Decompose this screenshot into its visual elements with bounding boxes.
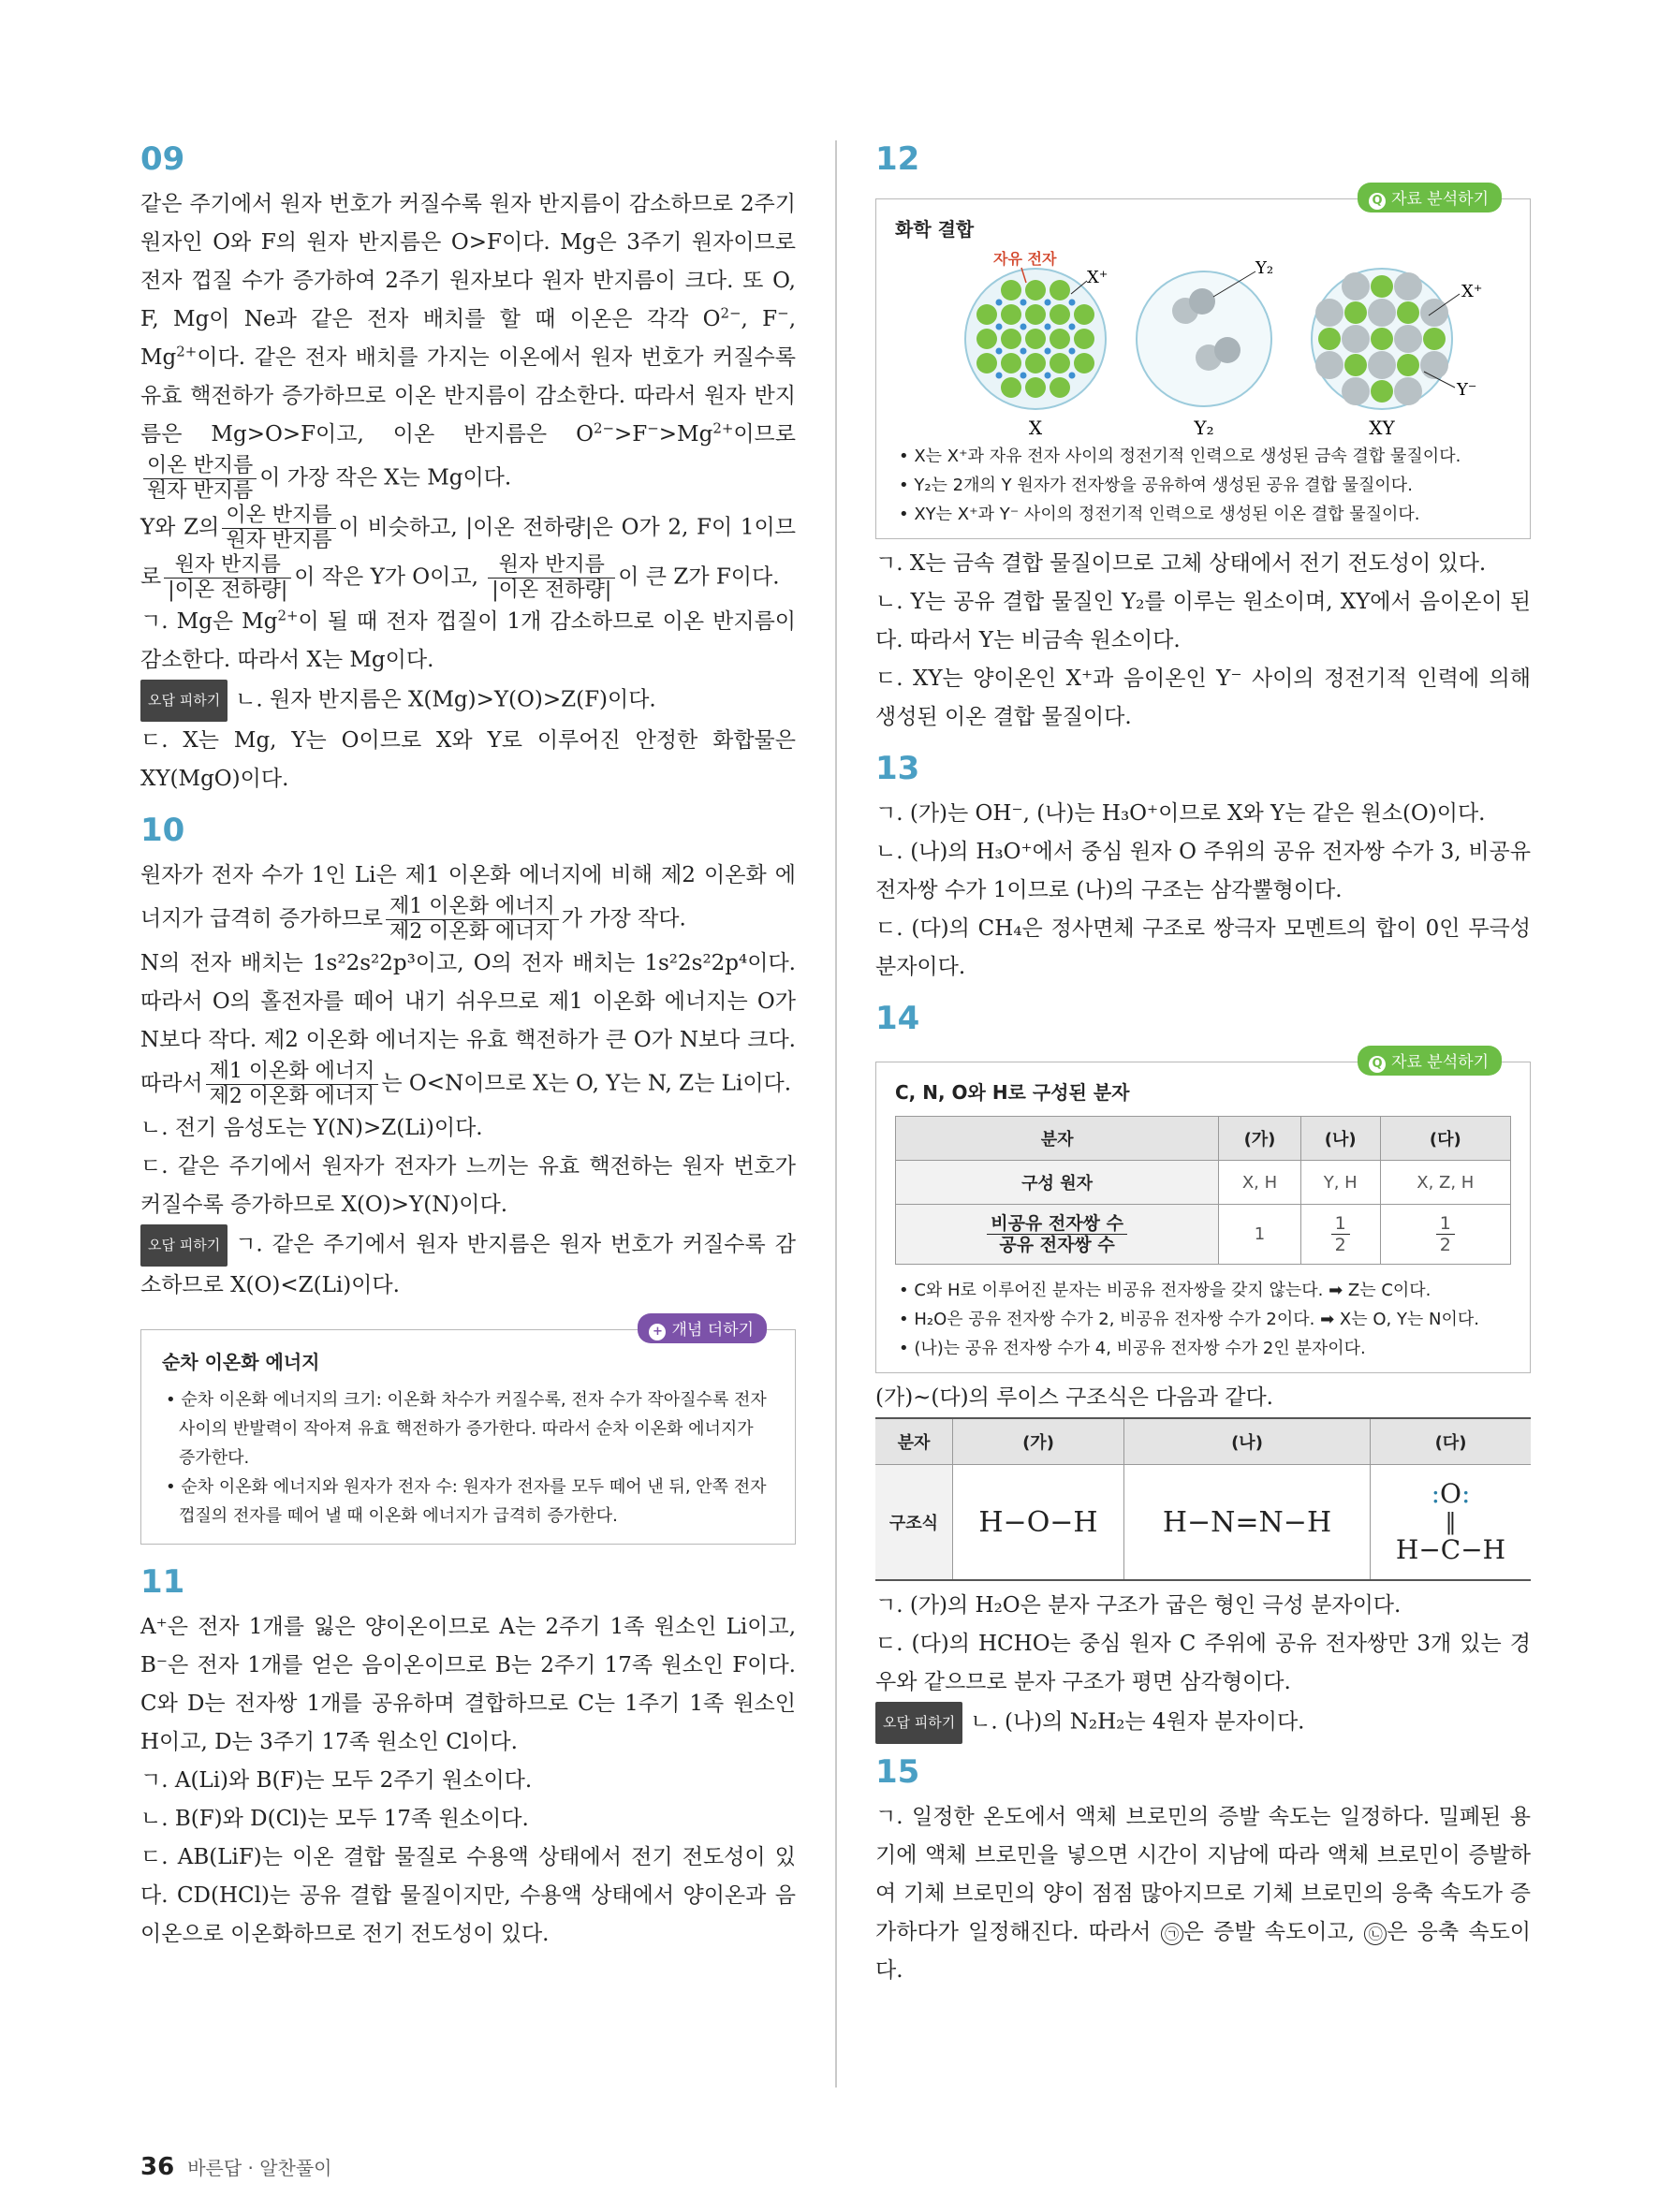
electron — [1069, 348, 1076, 355]
q10-item-a: 오답 피하기 ㄱ. 같은 주기에서 원자 반지름은 원자 번호가 커질수록 감소하므로 X(O)<Z(Li)이다. — [140, 1224, 796, 1305]
electron — [1045, 348, 1051, 355]
q14-item-c: ㄷ. (다)의 HCHO는 중심 원자 C 주위에 공유 전자쌍만 3개 있는 경우와 같으므로 분자 구조가 평면 삼각형이다. — [875, 1632, 1531, 1694]
cation — [1397, 354, 1419, 376]
analysis-bullet: • C와 H로 이루어진 분자는 비공유 전자쌍을 갖지 않는다. ➡ Z는 C이다. — [899, 1281, 1431, 1300]
q09-paragraph: 같은 주기에서 원자 번호가 커질수록 원자 반지름이 감소하므로 2주기 원자인 O와 F의 원자 반지름은 O>F이다. Mg은 3주기 원자이므로 전자 껍질 수가 증가하여 2주기 원자보다 원자 반지름이 크다. 또 O, F, Mg이 Ne과 같은 전자 배치를 할 때 이온은 각각 $O^{2-}$, F−, $Mg^{2+}$이다. 같은 전자 배치를 가지는 이온에서 원자 번호가 커질수록 유효 핵전하가 증가하므로 이온 반지름이 감소한다. 따라서 원자 반지름은 Mg>O>F이고, 이온 반지름은 $O^{2-}>F^->Mg^{2+}$이므로 $\frac{\text{이온 반지름}}{\text{원자 반지름}}$ 이 가장 작은 X는 Mg이다. — [140, 192, 796, 503]
concept-badge: + 개념 더하기 — [638, 1313, 767, 1343]
q14-intro: (가)~(다)의 루이스 구조식은 다음과 같다. — [875, 1385, 1273, 1410]
q09-item-c: ㄷ. X는 Mg, Y는 O이므로 X와 Y로 이루어진 안정한 화합물은 XY(MgO)이다. — [140, 728, 796, 791]
q11-paragraph: A⁺은 전자 1개를 잃은 양이온이므로 A는 2주기 1족 원소인 Li이고, B⁻은 전자 1개를 얻은 음이온이므로 B는 2주기 17족 원소인 F이다. C와 D는 전자쌍 1개를 공유하며 결합하므로 C는 1주기 1족 원소인 H이고, D는 3주기 17족 원소인 Cl이다. — [140, 1615, 796, 1754]
concept-box — [140, 1321, 796, 1545]
table-header: (가) — [953, 1418, 1124, 1465]
lewis-hch: H−C−H — [1395, 1534, 1506, 1565]
q11-item-c: ㄷ. AB(LiF)는 이온 결합 물질로 수용액 상태에서 전기 전도성이 있다. CD(HCl)는 공유 결합 물질이지만, 수용액 상태에서 양이온과 음이온으로 이온화하므로 전기 전도성이 있다. — [140, 1845, 796, 1946]
circled-label: ㉠ — [1161, 1923, 1183, 1945]
electron — [1069, 300, 1076, 306]
metal-ion — [1050, 353, 1070, 374]
left-column — [140, 131, 796, 1954]
anion — [1394, 377, 1422, 405]
cation — [1397, 301, 1419, 324]
q15-paragraph: ㄱ. 일정한 온도에서 액체 브로민의 증발 속도는 일정하다. 밀폐된 용기에 액체 브로민을 넣으면 시간이 지남에 따라 액체 브로민이 증발하여 기체 브로민의 양이 점점 많아지므로 기체 브로민의 응축 속도가 증가하다가 일정해진다. 따라서 ㉠ 은 증발 속도이고, ㉡ 은 응축 속도이다. — [875, 1805, 1532, 1983]
anion — [1315, 351, 1343, 379]
q12-item-b: ㄴ. Y는 공유 결합 물질인 Y₂를 이루는 원소이며, XY에서 음이온이 된다. 따라서 Y는 비금속 원소이다. — [875, 590, 1531, 652]
analysis-bullet: • H₂O은 공유 전자쌍 수가 2, 비공유 전자쌍 수가 2이다. ➡ X는 O, Y는 N이다. — [899, 1310, 1480, 1329]
x-plus-label: X⁺ — [1087, 268, 1108, 287]
electron — [996, 373, 1003, 379]
metal-ion — [1025, 304, 1046, 325]
caption-xy: XY — [1369, 417, 1395, 439]
anion — [1394, 325, 1422, 353]
lewis-diazene: H−N=N−H — [1124, 1465, 1371, 1581]
metal-ion — [1001, 377, 1021, 398]
cation — [1344, 354, 1367, 376]
metal-ion — [1001, 304, 1021, 325]
analysis-badge: Q 자료 분석하기 — [1358, 183, 1502, 212]
table-cell: X, Z, H — [1380, 1161, 1510, 1205]
metal-ion — [976, 329, 997, 349]
metal-ion — [1001, 329, 1021, 349]
table-header: (나) — [1300, 1117, 1380, 1161]
footer-title: 바른답 · 알찬풀이 — [187, 2157, 332, 2179]
question-number-10: 10 — [140, 812, 185, 849]
q11-item-b: ㄴ. B(F)와 D(Cl)는 모두 17족 원소이다. — [140, 1807, 529, 1831]
electron — [1045, 373, 1051, 379]
lewis-water: H−O−H — [953, 1465, 1124, 1581]
q14-item-b: 오답 피하기 ㄴ. (나)의 N₂H₂는 4원자 분자이다. — [875, 1702, 1531, 1744]
q10-paragraph: 원자가 전자 수가 1인 Li은 제1 이온화 에너지에 비해 제2 이온화 에너지가 급격히 증가하므로 $\frac{\text{제1 이온화 에너지}}{\text{제2 이온화 에너지}}$ 가 가장 작다. — [140, 863, 796, 944]
magnifier-icon: Q — [1369, 193, 1386, 210]
y2-label: Y₂ — [1255, 258, 1274, 278]
metal-ion — [1001, 280, 1021, 300]
lewis-oxygen: :O: — [1431, 1478, 1471, 1509]
q13-item-b: ㄴ. (나)의 H₃O⁺에서 중심 원자 O 주위의 공유 전자쌍 수가 3, 비공유 전자쌍 수가 1이므로 (나)의 구조는 삼각뿔형이다. — [875, 840, 1531, 902]
circled-label: ㉡ — [1364, 1923, 1387, 1945]
table-cell: 구성 원자 — [896, 1161, 1219, 1205]
lewis-formaldehyde — [1371, 1465, 1532, 1581]
electron — [996, 324, 1003, 330]
y-atom — [1189, 288, 1215, 315]
electron — [1020, 373, 1027, 379]
data-analysis-box-12 — [875, 190, 1531, 539]
y-minus-label: Y⁻ — [1457, 380, 1477, 400]
fraction-atom-over-charge: $\frac{\text{원자 반지름}}{\text{|이온 전하량|}}$ — [164, 553, 291, 603]
anion — [1342, 325, 1370, 353]
metal-ion — [1074, 304, 1094, 325]
x-plus-label-2: X⁺ — [1461, 282, 1483, 301]
electron — [1045, 324, 1051, 330]
table-header: (다) — [1380, 1117, 1510, 1161]
y-atom — [1214, 337, 1241, 363]
anion — [1342, 272, 1370, 300]
question-number-14: 14 — [875, 1000, 920, 1037]
analysis-badge: Q 자료 분석하기 — [1358, 1046, 1502, 1076]
q09-paragraph-2: Y와 Z의 $\frac{\text{이온 반지름}}{\text{원자 반지름}}$ 이 비슷하고, |이온 전하량|은 O가 2, F이 1이므로 $\frac{\text{원자 반지름}}{\text{|이온 전하량|}}$ 이 작은 Y가 O이고, $\frac{\text{원자 반지름}}{\text{|이온 전하량|}}$ 이 큰 Z가 F이다. — [140, 504, 796, 602]
metal-ion — [1050, 304, 1070, 325]
metal-ion — [1025, 377, 1046, 398]
magnifier-icon: Q — [1369, 1056, 1386, 1073]
table-cell: 구조식 — [875, 1465, 953, 1581]
metal-ion — [1074, 353, 1094, 374]
lewis-double-bond: ‖ — [1445, 1509, 1457, 1535]
question-number-11: 11 — [140, 1563, 185, 1601]
electron — [1069, 373, 1076, 379]
cation — [1318, 328, 1341, 350]
electron — [1045, 300, 1051, 306]
table-cell: $\frac{1}{2}$ — [1380, 1205, 1510, 1265]
bonding-diagram — [895, 245, 1513, 442]
table-row — [896, 1205, 1511, 1265]
q10-paragraph-2: N의 전자 배치는 1s²2s²2p³이고, O의 전자 배치는 1s²2s²2p⁴이다. 따라서 O의 홀전자를 떼어 내기 쉬우므로 제1 이온화 에너지는 O가 N보다 작다. 제2 이온화 에너지는 유효 핵전하가 큰 O가 N보다 크다. 따라서 $\frac{\text{제1 이온화 에너지}}{\text{제2 이온화 에너지}}$ 는 O<N이므로 X는 O, Y는 N, Z는 Li이다. — [140, 951, 796, 1108]
table-row — [896, 1161, 1511, 1205]
fraction-ie1-over-ie2-2: $\frac{\text{제1 이온화 에너지}}{\text{제2 이온화 에너지}}$ — [206, 1060, 379, 1109]
box-title: 화학 결합 — [895, 218, 975, 241]
analysis-bullet: • (나)는 공유 전자쌍 수가 4, 비공유 전자쌍 수가 2인 분자이다. — [899, 1339, 1366, 1358]
q10-item-b: ㄴ. 전기 음성도는 Y(N)>Z(Li)이다. — [140, 1116, 483, 1140]
metal-ion — [1025, 353, 1046, 374]
wrong-answer-tag: 오답 피하기 — [140, 1224, 228, 1267]
table-cell: Y, H — [1300, 1161, 1380, 1205]
electron — [1020, 300, 1027, 306]
metal-ion — [1025, 329, 1046, 349]
question-number-15: 15 — [875, 1753, 920, 1791]
anion — [1420, 351, 1448, 379]
concept-bullet: • 순차 이온화 에너지와 원자가 전자 수: 원자가 전자를 모두 떼어 낸 뒤, 안쪽 전자 껍질의 전자를 떼어 낼 때 이온화 에너지가 급격히 증가한다. — [166, 1477, 767, 1526]
electron — [1069, 324, 1076, 330]
q12-item-c: ㄷ. XY는 양이온인 X⁺과 음이온인 Y⁻ 사이의 정전기적 인력에 의해 생성된 이온 결합 물질이다. — [875, 667, 1531, 729]
caption-y2: Y₂ — [1194, 417, 1214, 439]
fraction-ion-over-atom: $\frac{\text{이온 반지름}}{\text{원자 반지름}}$ — [143, 454, 257, 504]
table-row — [875, 1465, 1531, 1581]
q13-item-c: ㄷ. (다)의 CH₄은 정사면체 구조로 쌍극자 모멘트의 합이 0인 무극성 분자이다. — [875, 916, 1531, 979]
anion — [1315, 299, 1343, 327]
table-header: 분자 — [875, 1418, 953, 1465]
cation — [1344, 301, 1367, 324]
cation — [1423, 328, 1446, 350]
fraction-atom-over-charge-2: $\frac{\text{원자 반지름}}{\text{|이온 전하량|}}$ — [488, 553, 615, 603]
metal-ion — [1074, 329, 1094, 349]
page-number: 36 — [140, 2153, 175, 2181]
anion — [1368, 299, 1396, 327]
table-cell: $\frac{\text{비공유 전자쌍 수}}{\text{공유 전자쌍 수}}$ — [896, 1205, 1219, 1265]
wrong-answer-tag: 오답 피하기 — [140, 680, 228, 722]
table-header: 분자 — [896, 1117, 1219, 1161]
table-header: (다) — [1371, 1418, 1532, 1465]
table-header-row — [875, 1418, 1531, 1465]
metal-ion — [1050, 377, 1070, 398]
caption-x: X — [1028, 417, 1043, 439]
analysis-bullet: • Y₂는 2개의 Y 원자가 전자쌍을 공유하여 생성된 공유 결합 물질이다. — [899, 476, 1413, 495]
box-title: C, N, O와 H로 구성된 분자 — [895, 1081, 1130, 1104]
concept-bullet: • 순차 이온화 에너지의 크기: 이온화 차수가 커질수록, 전자 수가 작아질수록 전자 사이의 반발력이 작아져 유효 핵전하가 증가한다. 따라서 순차 이온화 에너지가 증가한다. — [166, 1390, 767, 1468]
electron — [1020, 324, 1027, 330]
analysis-bullet: • X는 X⁺과 자유 전자 사이의 정전기적 인력으로 생성된 금속 결합 물질이다. — [899, 447, 1461, 466]
plus-icon: + — [649, 1324, 666, 1340]
q10-item-c: ㄷ. 같은 주기에서 원자가 전자가 느끼는 유효 핵전하는 원자 번호가 커질수록 증가하므로 X(O)>Y(N)이다. — [140, 1154, 796, 1217]
table-header: (가) — [1219, 1117, 1301, 1161]
anion — [1420, 299, 1448, 327]
q11-item-a: ㄱ. A(Li)와 B(F)는 모두 2주기 원소이다. — [140, 1768, 533, 1793]
q14-item-a: ㄱ. (가)의 H₂O은 분자 구조가 굽은 형인 극성 분자이다. — [875, 1593, 1402, 1618]
question-number-12: 12 — [875, 140, 920, 178]
anion — [1342, 377, 1370, 405]
electron — [1020, 348, 1027, 355]
electron — [996, 348, 1003, 355]
q09-item-a: ㄱ. Mg은 $Mg^{2+}$이 될 때 전자 껍질이 1개 감소하므로 이온 반지름이 감소한다. 따라서 X는 Mg이다. — [140, 607, 797, 672]
question-number-09: 09 — [140, 140, 185, 178]
metal-ion — [976, 353, 997, 374]
table-cell: 1 — [1219, 1205, 1301, 1265]
wrong-answer-tag: 오답 피하기 — [875, 1702, 962, 1744]
analysis-bullet: • XY는 X⁺과 Y⁻ 사이의 정전기적 인력으로 생성된 이온 결합 물질이다. — [899, 505, 1420, 524]
metal-ion — [1001, 353, 1021, 374]
q12-item-a: ㄱ. X는 금속 결합 물질이므로 고체 상태에서 전기 전도성이 있다. — [875, 551, 1487, 576]
column-divider — [835, 140, 837, 2087]
table-header-row — [896, 1117, 1511, 1161]
page-footer — [140, 2153, 332, 2181]
concept-title: 순차 이온화 에너지 — [162, 1351, 320, 1373]
cation — [1371, 275, 1393, 298]
cation — [1371, 328, 1393, 350]
anion — [1394, 272, 1422, 300]
anion — [1368, 351, 1396, 379]
data-analysis-box-14 — [875, 1053, 1531, 1373]
electron — [996, 300, 1003, 306]
q13-item-a: ㄱ. (가)는 OH⁻, (나)는 H₃O⁺이므로 X와 Y는 같은 원소(O)이다. — [875, 801, 1486, 826]
lewis-structure-table — [875, 1417, 1531, 1581]
cation — [1371, 380, 1393, 403]
fraction-ion-over-atom-2: $\frac{\text{이온 반지름}}{\text{원자 반지름}}$ — [222, 504, 335, 553]
metal-ion — [1050, 280, 1070, 300]
metal-ion — [976, 304, 997, 325]
table-header: (나) — [1124, 1418, 1371, 1465]
free-electron-label: 자유 전자 — [993, 250, 1057, 268]
metal-ion — [1050, 329, 1070, 349]
molecule-data-table — [895, 1116, 1511, 1265]
table-cell: X, H — [1219, 1161, 1301, 1205]
table-cell: $\frac{1}{2}$ — [1300, 1205, 1380, 1265]
q09-item-b: 오답 피하기 ㄴ. 원자 반지름은 X(Mg)>Y(O)>Z(F)이다. — [140, 680, 796, 722]
metal-ion — [1025, 280, 1046, 300]
question-number-13: 13 — [875, 750, 920, 787]
right-column — [875, 131, 1531, 1990]
fraction-ie1-over-ie2: $\frac{\text{제1 이온화 에너지}}{\text{제2 이온화 에너지}}$ — [386, 895, 559, 945]
